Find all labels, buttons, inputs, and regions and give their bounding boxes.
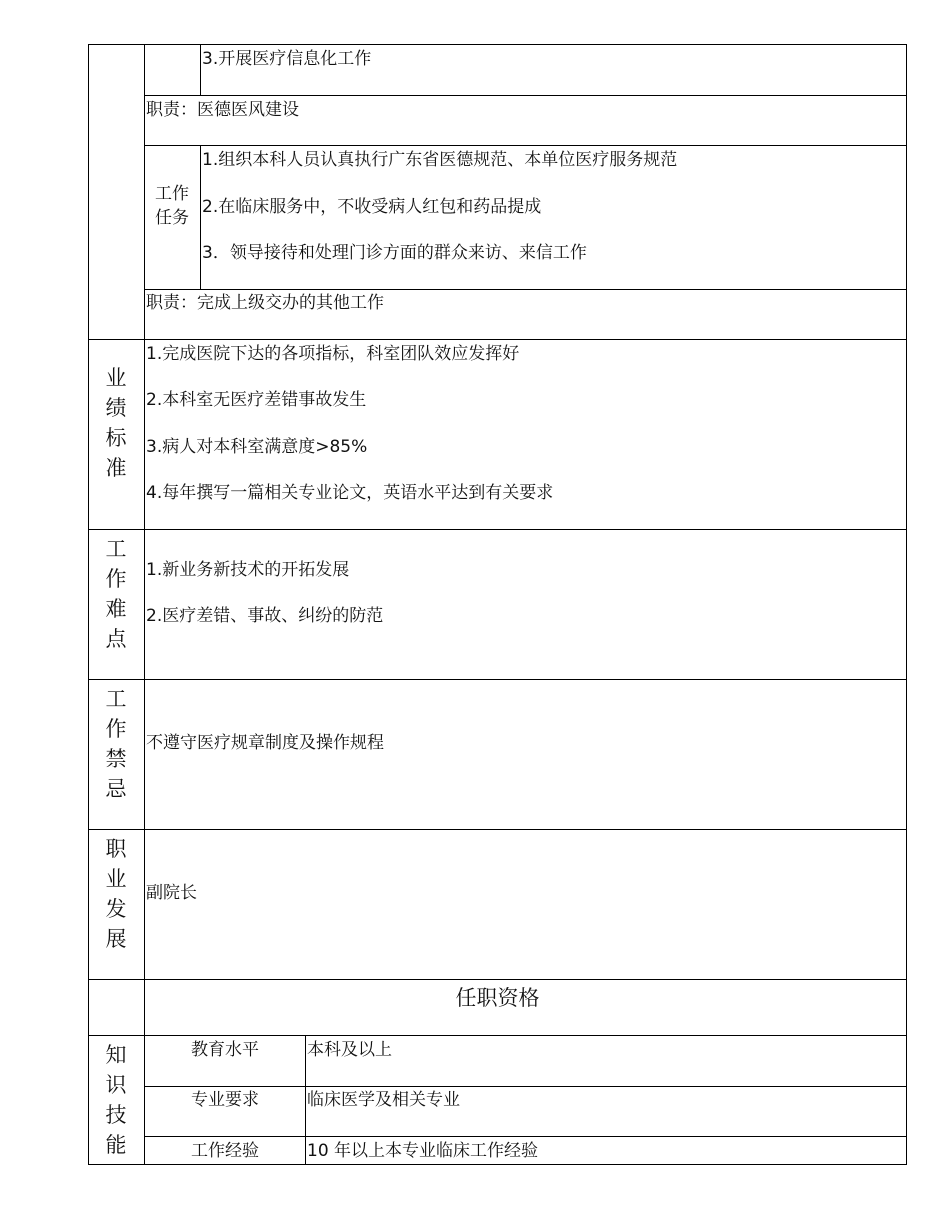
table-border	[144, 1136, 907, 1137]
task-label-line: 工作	[155, 184, 189, 204]
table-border	[88, 1035, 907, 1036]
table-border	[144, 95, 907, 96]
difficulty-item: 2.医疗差错、事故、纠纷的防范	[146, 606, 384, 626]
section-label-performance	[88, 363, 144, 483]
section-label-difficulty	[88, 534, 144, 654]
table-border	[200, 146, 201, 290]
label-char: 绩	[105, 396, 127, 420]
label-char: 准	[105, 456, 127, 480]
label-char: 业	[105, 867, 127, 891]
table-border	[88, 339, 907, 340]
section-label-career	[88, 834, 144, 954]
label-char: 工	[105, 687, 127, 711]
label-char: 工	[105, 537, 127, 561]
table-border	[88, 829, 907, 830]
table-border	[88, 979, 907, 980]
label-char: 能	[105, 1133, 127, 1157]
duty-heading: 职责：医德医风建设	[146, 100, 299, 120]
taboo-text: 不遵守医疗规章制度及操作规程	[146, 733, 384, 753]
label-char: 忌	[105, 777, 127, 801]
difficulty-item: 1.新业务新技术的开拓发展	[146, 560, 350, 580]
label-char: 难	[105, 597, 127, 621]
label-char: 业	[105, 366, 127, 390]
section-label-knowledge	[88, 1040, 144, 1160]
qualification-name: 专业要求	[191, 1090, 259, 1110]
table-border	[144, 289, 907, 290]
task-item: 2.在临床服务中，不收受病人红包和药品提成	[202, 197, 542, 217]
task-label-line: 任务	[155, 208, 189, 228]
label-char: 知	[105, 1043, 127, 1067]
qualification-name: 工作经验	[191, 1141, 259, 1161]
qualifications-title: 任职资格	[455, 986, 540, 1010]
label-char: 职	[105, 837, 127, 861]
qualification-value: 临床医学及相关专业	[307, 1090, 460, 1110]
table-border	[305, 1036, 306, 1165]
section-label-taboo	[88, 684, 144, 804]
task-item: 1.组织本科人员认真执行广东省医德规范、本单位医疗服务规范	[202, 150, 678, 170]
table-border	[144, 145, 907, 146]
task-item: 3．领导接待和处理门诊方面的群众来访、来信工作	[202, 243, 587, 263]
table-border	[88, 679, 907, 680]
label-char: 作	[105, 567, 127, 591]
task-label	[144, 182, 200, 230]
label-char: 禁	[105, 747, 127, 771]
label-char: 作	[105, 717, 127, 741]
qualification-name: 教育水平	[191, 1040, 259, 1060]
label-char: 标	[105, 426, 127, 450]
career-text: 副院长	[146, 883, 197, 903]
qualification-value: 10 年以上本专业临床工作经验	[307, 1141, 539, 1161]
performance-item: 2.本科室无医疗差错事故发生	[146, 390, 367, 410]
label-char: 展	[105, 927, 127, 951]
label-char: 发	[105, 897, 127, 921]
performance-item: 3.病人对本科室满意度>85%	[146, 437, 368, 457]
table-border	[144, 1086, 907, 1087]
label-char: 识	[105, 1073, 127, 1097]
label-char: 点	[105, 627, 127, 651]
label-char: 技	[105, 1103, 127, 1127]
performance-item: 4.每年撰写一篇相关专业论文，英语水平达到有关要求	[146, 483, 554, 503]
task-item: 3.开展医疗信息化工作	[202, 49, 372, 69]
qualification-value: 本科及以上	[307, 1040, 392, 1060]
table-border	[200, 44, 201, 96]
performance-item: 1.完成医院下达的各项指标，科室团队效应发挥好	[146, 344, 520, 364]
duty-heading: 职责：完成上级交办的其他工作	[146, 293, 384, 313]
table-border	[88, 529, 907, 530]
